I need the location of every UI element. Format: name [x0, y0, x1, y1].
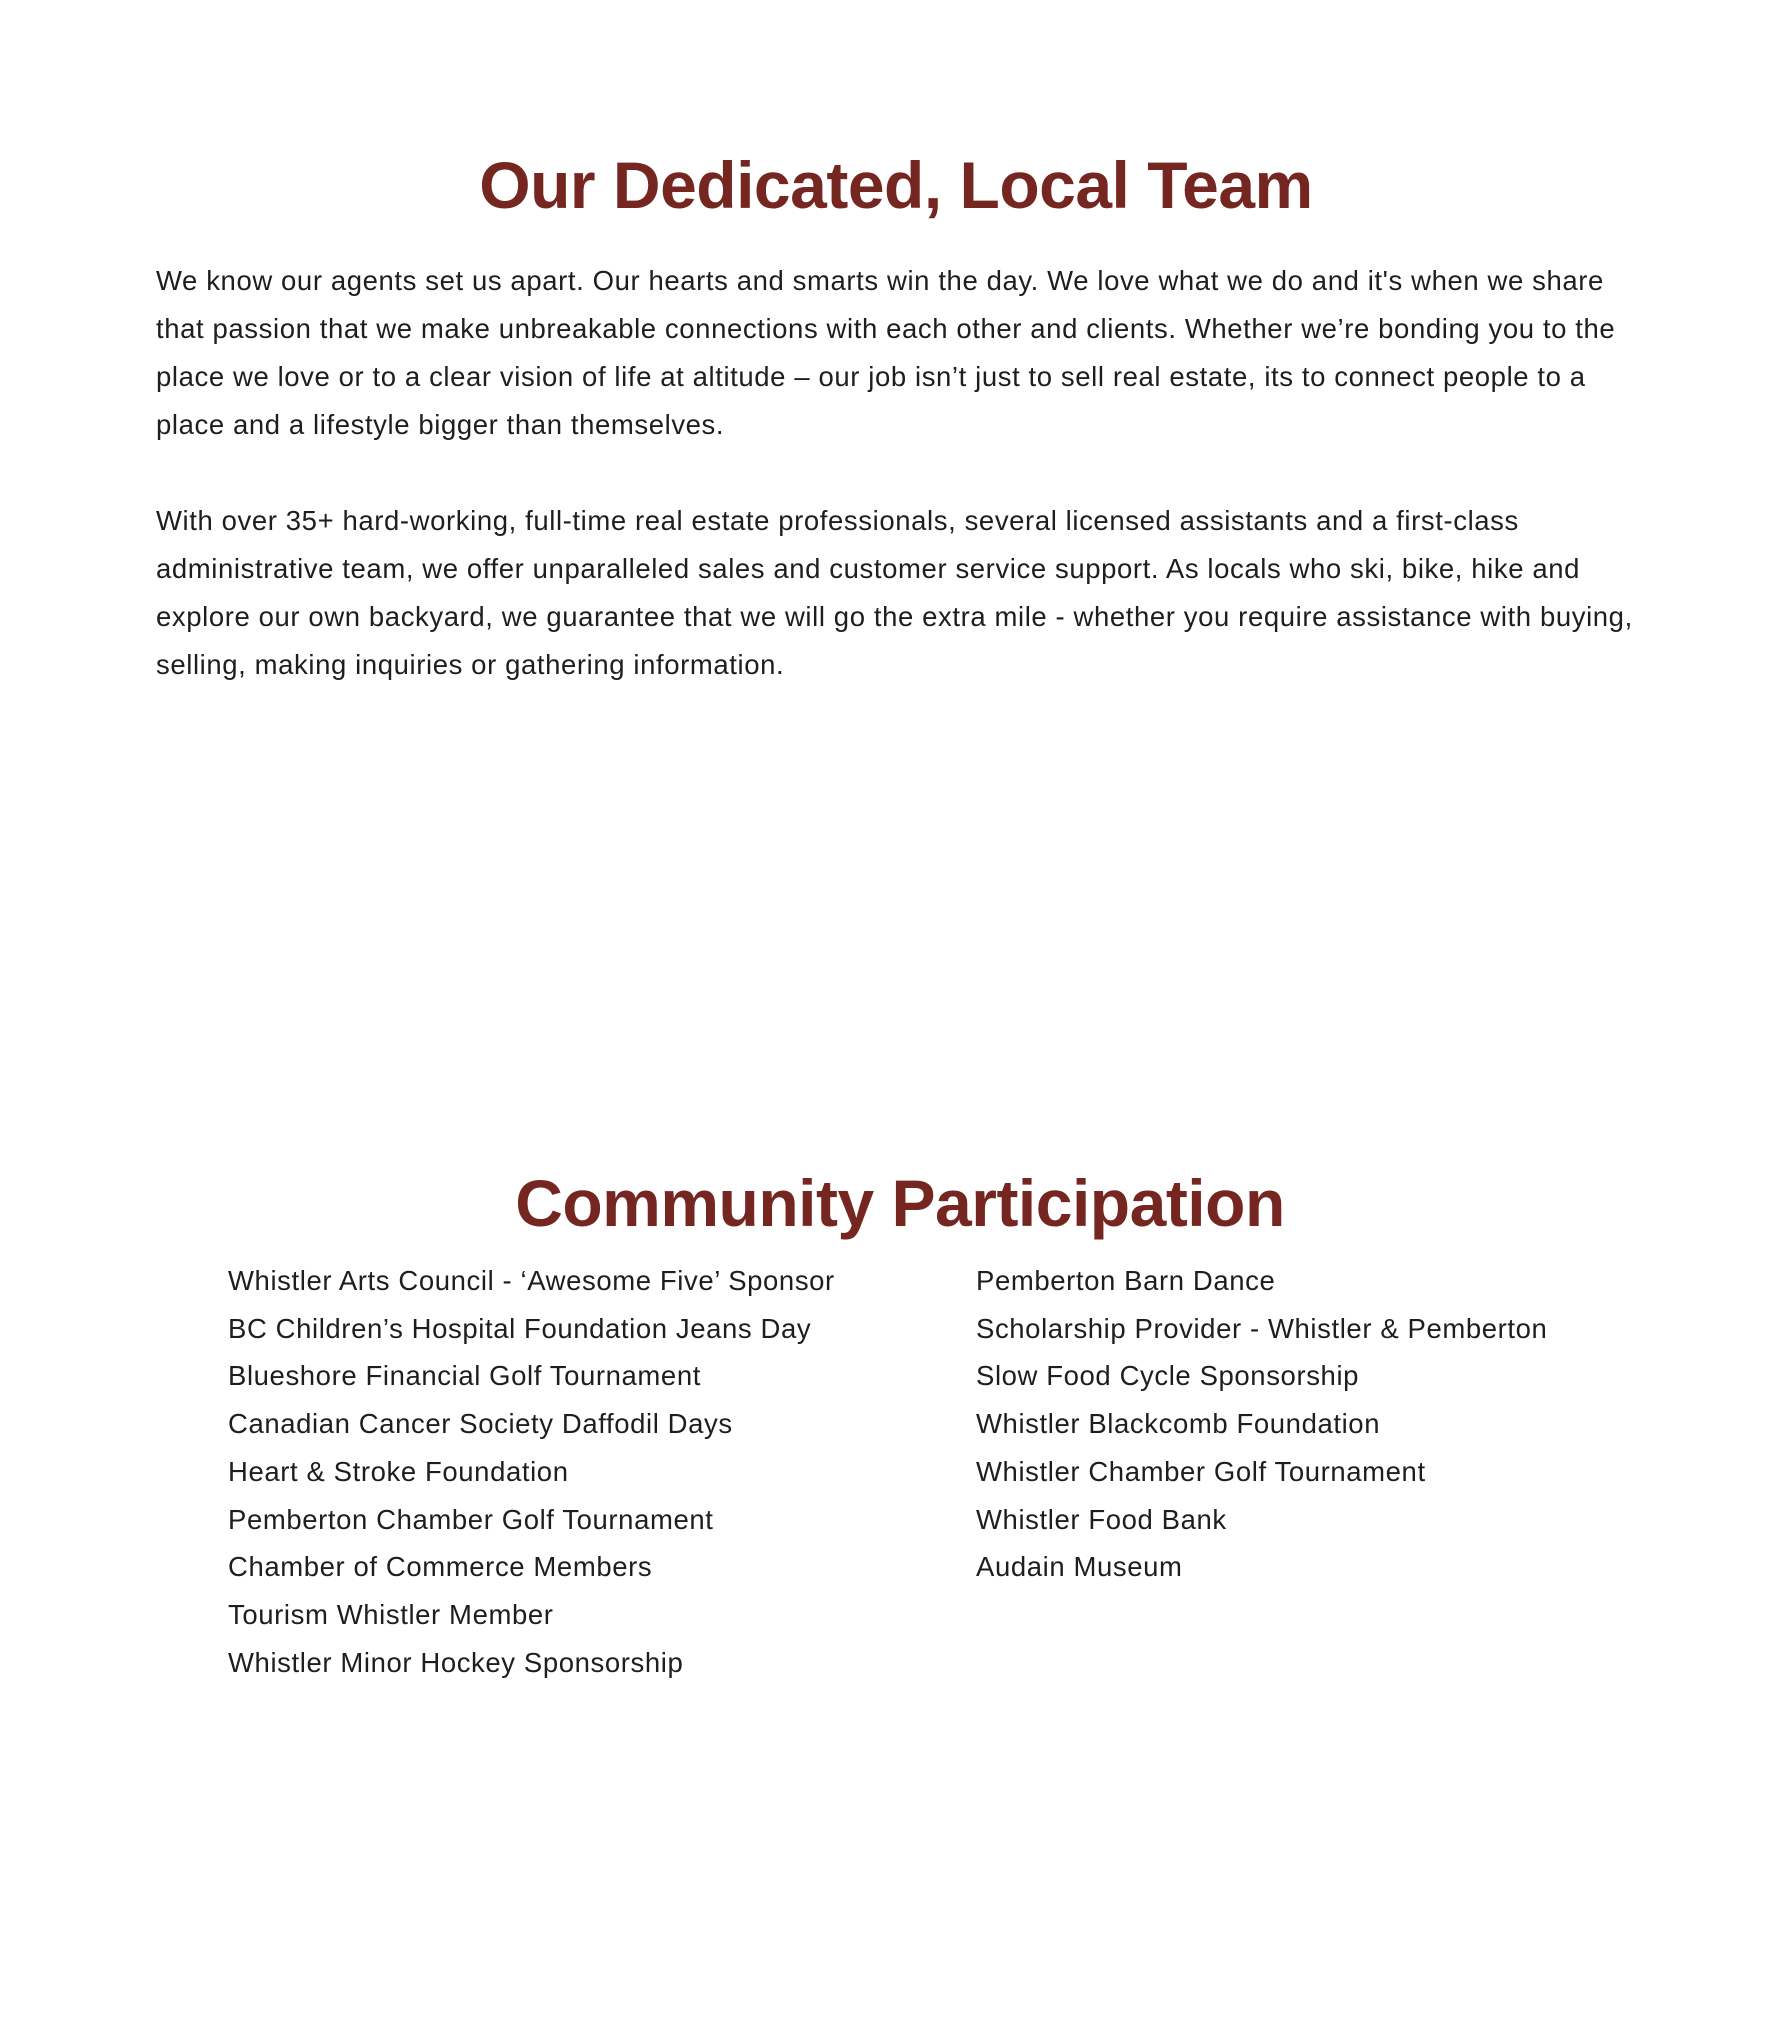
team-paragraph-intro: We know our agents set us apart. Our hearts and smarts win the day. We love what we do and it's when we share that passion that we make unbreakable connections with each other and clients. Whether we’re bonding you to the place we love or to a clear vision of life at altitude – our job isn’t just to sell real estate, its to connect people to a place and a lifestyle bigger than themselves. — [156, 265, 1616, 440]
community-list-item: Heart & Stroke Foundation — [228, 1455, 569, 1487]
team-paragraph-professionals: With over 35+ hard-working, full-time real estate professionals, several licensed assistants and a first-class administrative team, we offer unparalleled sales and customer service support. As locals who ski, bike, hike and explore our own backyard, we guarantee that we will go the extra mile - whether you require assistance with buying, selling, making inquiries or gathering information. — [156, 505, 1633, 680]
community-section — [156, 1163, 1646, 1697]
community-list-right — [976, 1257, 1547, 1591]
team-heading: Our Dedicated, Local Team — [479, 148, 1313, 222]
community-columns — [156, 1257, 1646, 1697]
community-list-item: Chamber of Commerce Members — [228, 1551, 653, 1583]
community-list-item: Canadian Cancer Society Daffodil Days — [228, 1408, 733, 1440]
community-list-item: Audain Museum — [976, 1551, 1183, 1583]
community-list-left — [228, 1257, 835, 1686]
community-list-item: Pemberton Barn Dance — [976, 1265, 1276, 1296]
community-list-item: Slow Food Cycle Sponsorship — [976, 1360, 1360, 1392]
community-list-item: Pemberton Chamber Golf Tournament — [228, 1503, 714, 1535]
community-heading: Community Participation — [515, 1166, 1285, 1240]
community-list-item: Scholarship Provider - Whistler & Pemberton — [976, 1312, 1548, 1344]
community-list-item: BC Children’s Hospital Foundation Jeans Day — [228, 1312, 812, 1344]
community-list-item: Tourism Whistler Member — [228, 1598, 554, 1630]
community-list-item: Whistler Food Bank — [976, 1503, 1227, 1535]
community-list-item: Whistler Chamber Golf Tournament — [976, 1455, 1426, 1487]
community-list-item: Whistler Blackcomb Foundation — [976, 1408, 1381, 1440]
community-list-item: Whistler Arts Council - ‘Awesome Five’ Sponsor — [228, 1265, 835, 1296]
team-section — [156, 145, 1646, 689]
community-list-item: Blueshore Financial Golf Tournament — [228, 1360, 701, 1392]
community-list-item: Whistler Minor Hockey Sponsorship — [228, 1646, 684, 1678]
